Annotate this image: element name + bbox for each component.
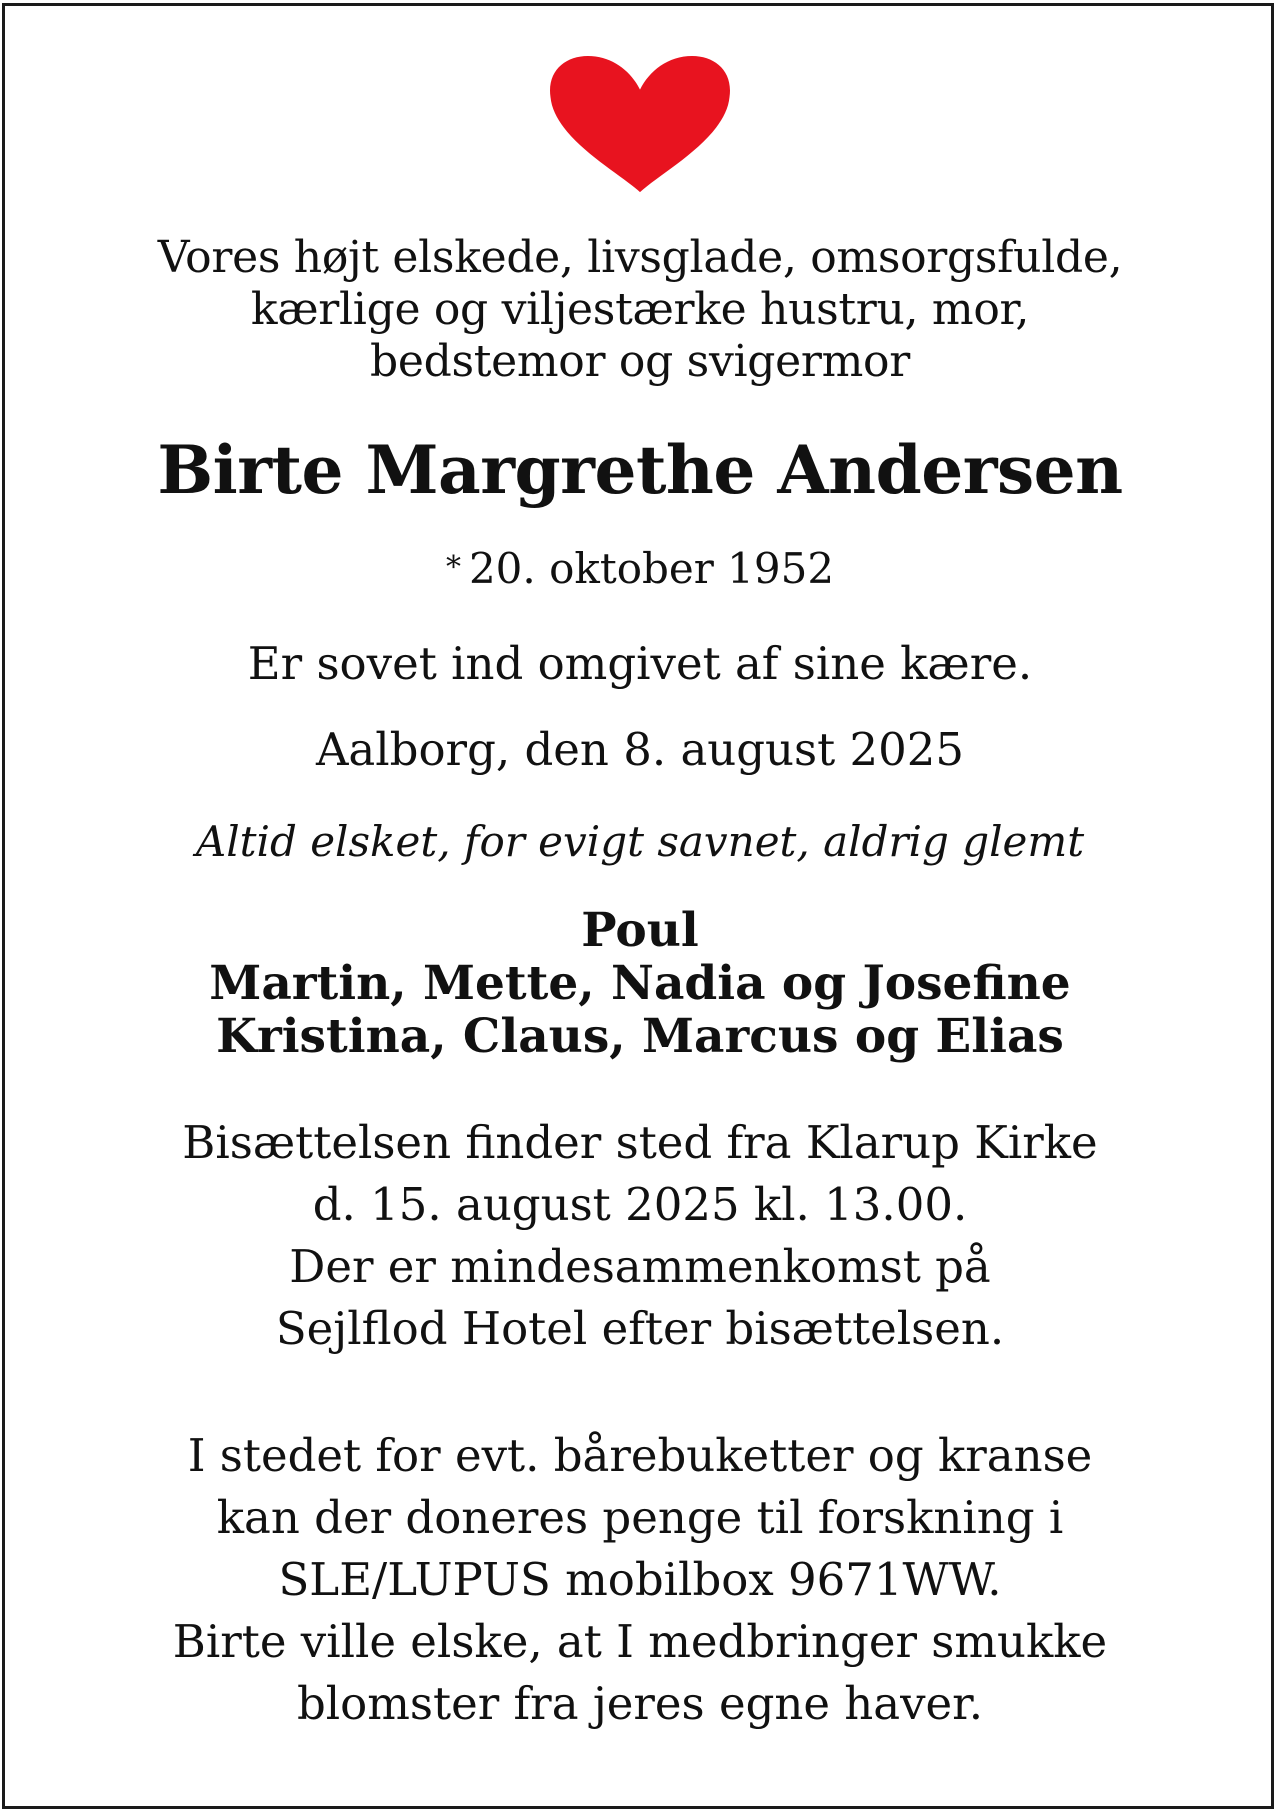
donation-line: kan der doneres penge til forskning i [216, 1491, 1064, 1544]
place-date: Aalborg, den 8. august 2025 [315, 723, 965, 776]
intro-line: Vores højt elskede, livsglade, omsorgsfulde, [157, 232, 1123, 283]
intro-line: kærlige og viljestærke hustru, mor, [250, 284, 1030, 335]
intro-text [0, 232, 1280, 388]
donation-line: I stedet for evt. bårebuketter og kranse [187, 1429, 1093, 1482]
donation-line: Birte ville elske, at I medbringer smukke [172, 1615, 1108, 1668]
family-line: Kristina, Claus, Marcus og Elias [216, 1009, 1064, 1064]
family-names [0, 904, 1280, 1063]
intro-line: bedstemor og svigermor [370, 336, 910, 387]
heart-icon [546, 56, 734, 194]
passing-text: Er sovet ind omgivet af sine kære. [247, 637, 1033, 690]
funeral-line: Der er mindesammenkomst på [289, 1240, 991, 1293]
donation-line: blomster fra jeres egne haver. [296, 1677, 984, 1730]
funeral-line: Sejlflod Hotel efter bisættelsen. [275, 1302, 1005, 1355]
funeral-line: Bisættelsen finder sted fra Klarup Kirke [182, 1116, 1098, 1169]
birth-date-line [0, 542, 1280, 595]
donation-line: SLE/LUPUS mobilbox 9671WW. [278, 1553, 1002, 1606]
family-line: Martin, Mette, Nadia og Josefine [209, 956, 1071, 1011]
birth-symbol: * [445, 550, 461, 585]
deceased-name: Birte Margrethe Andersen [157, 431, 1123, 509]
birth-date: 20. oktober 1952 [468, 544, 835, 593]
motto: Altid elsket, for evigt savnet, aldrig glemt [195, 817, 1085, 866]
funeral-info [0, 1112, 1280, 1360]
family-line: Poul [581, 903, 699, 958]
funeral-line: d. 15. august 2025 kl. 13.00. [312, 1178, 968, 1231]
donation-info [0, 1425, 1280, 1735]
